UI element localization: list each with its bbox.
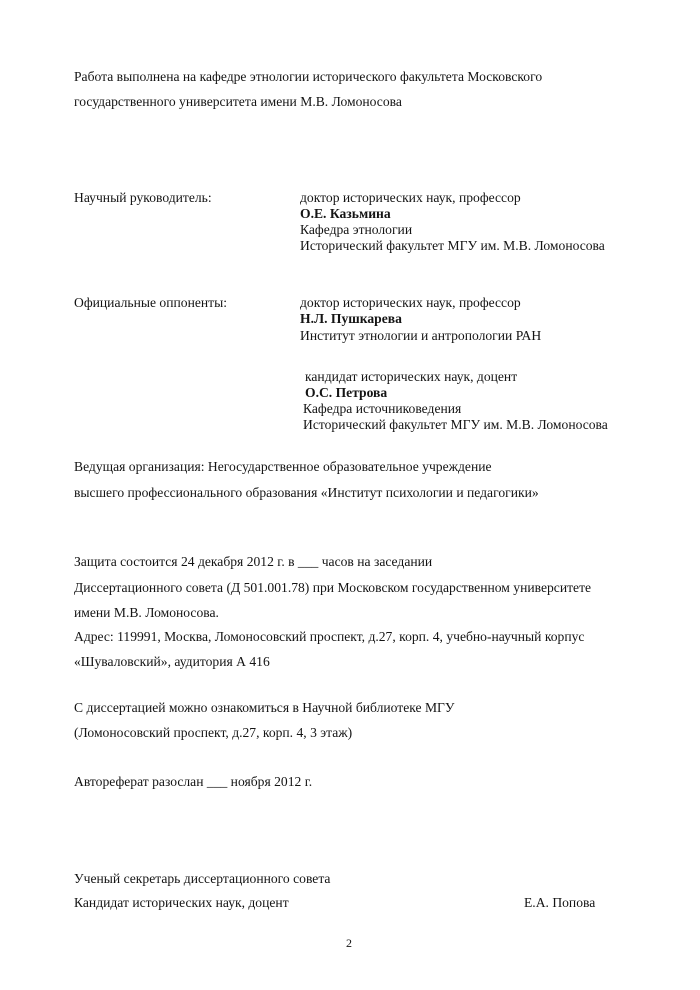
lead-org-line-1: Ведущая организация: Негосударственное образовательное учреждение (74, 459, 492, 474)
opponent-1-name: Н.Л. Пушкарева (300, 311, 402, 326)
supervisor-department: Кафедра этнологии (300, 222, 413, 237)
library-line-2: (Ломоносовский проспект, д.27, корп. 4, 3 этаж) (74, 725, 353, 740)
abstract-sent-line: Автореферат разослан ___ ноября 2012 г. (74, 774, 313, 789)
supervisor-faculty: Исторический факультет МГУ им. М.В. Ломоносова (300, 238, 605, 253)
page-number: 2 (346, 936, 352, 950)
opponent-2-name: О.С. Петрова (305, 385, 388, 400)
opponents-label: Официальные оппоненты: (74, 295, 228, 310)
opponent-1-institution: Институт этнологии и антропологии РАН (300, 328, 542, 343)
secretary-degree: Кандидат исторических наук, доцент (74, 895, 289, 910)
supervisor-label: Научный руководитель: (74, 190, 212, 205)
defense-line-1: Защита состоится 24 декабря 2012 г. в ___ часов на заседании (74, 554, 433, 569)
opponent-2-degree: кандидат исторических наук, доцент (305, 369, 518, 384)
defense-line-2: Диссертационного совета (Д 501.001.78) при Московском государственном университете (74, 580, 592, 595)
defense-line-3: имени М.В. Ломоносова. (74, 605, 219, 620)
opponent-1-degree: доктор исторических наук, профессор (300, 295, 521, 310)
opponent-2-faculty: Исторический факультет МГУ им. М.В. Ломоносова (303, 417, 608, 432)
defense-address-line-1: Адрес: 119991, Москва, Ломоносовский проспект, д.27, корп. 4, учебно-научный корпус (74, 629, 585, 644)
secretary-name: Е.А. Попова (524, 895, 596, 910)
secretary-title: Ученый секретарь диссертационного совета (74, 871, 331, 886)
intro-line-1: Работа выполнена на кафедре этнологии исторического факультета Московского (74, 69, 543, 84)
defense-address-line-2: «Шуваловский», аудитория А 416 (74, 654, 270, 669)
library-line-1: С диссертацией можно ознакомиться в Научной библиотеке МГУ (74, 700, 455, 715)
lead-org-line-2: высшего профессионального образования «Институт психологии и педагогики» (74, 485, 539, 500)
supervisor-degree: доктор исторических наук, профессор (300, 190, 521, 205)
supervisor-name: О.Е. Казьмина (300, 206, 391, 221)
opponent-2-department: Кафедра источниковедения (303, 401, 462, 416)
intro-line-2: государственного университета имени М.В. Ломоносова (74, 94, 402, 109)
